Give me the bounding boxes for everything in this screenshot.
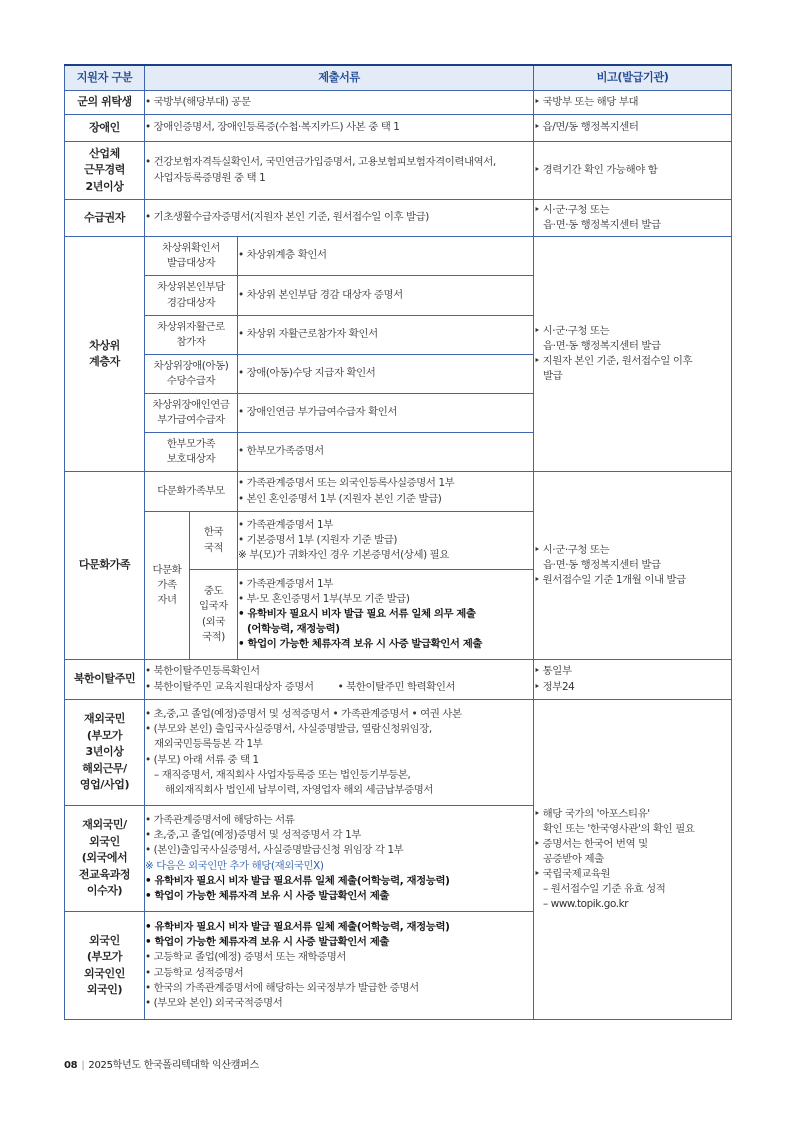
- footer-title: 2025학년도 한국폴리텍대학 익산캠퍼스: [88, 1060, 259, 1071]
- note-multicultural: ‣ 시·군·구청 또는 읍·면·동 행정복지센터 발급 ‣ 원서접수일 기준 1개월 이내 발급: [534, 472, 732, 660]
- row-multicultural-parent: [65, 472, 732, 512]
- row-industry: [65, 142, 732, 200]
- row-near-poverty: [65, 237, 732, 276]
- docs-near-poverty: • 한부모가족증명서: [238, 433, 534, 472]
- note-industry: ‣ 경력기간 확인 가능해야 함: [534, 142, 732, 200]
- docs-industry: • 건강보험자격득실확인서, 국민연금가입증명서, 고용보험피보험자격이력내역서, 사업자등록증명원 중 택 1: [145, 142, 534, 200]
- sub-near-poverty: 차상위확인서 발급대상자: [145, 237, 238, 276]
- row-defector: [65, 660, 732, 700]
- sub-near-poverty: 차상위장애(아동) 수당수급자: [145, 355, 238, 394]
- docs-near-poverty: • 차상위 자활근로참가자 확인서: [238, 316, 534, 355]
- sub-near-poverty: 차상위장애인연금 부가급여수급자: [145, 394, 238, 433]
- row-recipient: [65, 200, 732, 237]
- sub-multicultural-parent: 다문화가족부모: [145, 472, 238, 512]
- sub-near-poverty: 차상위본인부담 경감대상자: [145, 276, 238, 316]
- note-defector: ‣ 통일부 ‣ 정부24: [534, 660, 732, 700]
- docs-near-poverty: • 장애(아동)수당 지급자 확인서: [238, 355, 534, 394]
- row-disabled: [65, 115, 732, 142]
- category-foreigner: 외국인 (부모가 외국인인 외국인): [65, 912, 145, 1020]
- header-category: 지원자 구분: [65, 65, 145, 91]
- note-overseas: ‣ 해당 국가의 '아포스티유' 확인 또는 '한국영사관'의 확인 필요 ‣ 증명서는 한국어 번역 및 공증받아 제출 ‣ 국립국제교육원 – 원서접수일 기준 유효 성적 – www.topik.go.kr: [534, 700, 732, 1020]
- sub-near-poverty: 차상위자활근로 참가자: [145, 316, 238, 355]
- category-industry: 산업체 근무경력 2년이상: [65, 142, 145, 200]
- sub-near-poverty: 한부모가족 보호대상자: [145, 433, 238, 472]
- header-row: [65, 65, 732, 91]
- docs-near-poverty: • 장애인연금 부가급여수급자 확인서: [238, 394, 534, 433]
- category-disabled: 장애인: [65, 115, 145, 142]
- footer-divider: |: [81, 1060, 85, 1071]
- docs-foreign-nationality: • 가족관계증명서 1부 • 부·모 혼인증명서 1부(부모 기준 발급) • 유학비자 필요시 비자 발급 필요 서류 일체 의무 제출 (어학능력, 재정능력) • 학업이 가능한 체류자격 보유 시 사증 발급확인서 제출: [238, 570, 534, 660]
- docs-disabled: • 장애인증명서, 장애인등록증(수첩·복지카드) 사본 중 택 1: [145, 115, 534, 142]
- category-multicultural: 다문화가족: [65, 472, 145, 660]
- row-military: [65, 91, 732, 115]
- docs-defector: • 북한이탈주민등록확인서 • 북한이탈주민 교육지원대상자 증명서 • 북한이탈주민 학력확인서: [145, 660, 534, 700]
- docs-near-poverty: • 차상위계층 확인서: [238, 237, 534, 276]
- category-defector: 북한이탈주민: [65, 660, 145, 700]
- sub-multicultural-child: 다문화 가족 자녀: [145, 512, 190, 660]
- header-remarks: 비고(발급기관): [534, 65, 732, 91]
- category-overseas-parent: 재외국민 (부모가 3년이상 해외근무/ 영업/사업): [65, 700, 145, 806]
- page-number: 08: [64, 1060, 78, 1071]
- header-documents: 제출서류: [145, 65, 534, 91]
- category-military: 군의 위탁생: [65, 91, 145, 115]
- sub-korean-nationality: 한국 국적: [190, 512, 238, 570]
- docs-overseas-parent: • 초,중,고 졸업(예정)증명서 및 성적증명서 • 가족관계증명서 • 여권 사본 • (부모와 본인) 출입국사실증명서, 사실증명발급, 열람신청위임장, 재외국민등록등본 각 1부 • (부모) 아래 서류 중 택 1 – 재직증명서, 재직회사 사업자등록증 또는 법인등기부등본, 해외재직회사 법인세 납부이력, 자영업자 해외 세금납부증명서: [145, 700, 534, 806]
- note-recipient: ‣ 시·군·구청 또는 읍·면·동 행정복지센터 발급: [534, 200, 732, 237]
- category-overseas-all: 재외국민/ 외국인 (외국에서 전교육과정 이수자): [65, 806, 145, 912]
- note-military: ‣ 국방부 또는 해당 부대: [534, 91, 732, 115]
- document-table: [64, 64, 732, 1020]
- docs-near-poverty: • 차상위 본인부담 경감 대상자 증명서: [238, 276, 534, 316]
- docs-korean-nationality: • 가족관계증명서 1부 • 기본증명서 1부 (지원자 기준 발급) ※ 부(모)가 귀화자인 경우 기본증명서(상세) 필요: [238, 512, 534, 570]
- row-overseas-parent: [65, 700, 732, 806]
- docs-overseas-all: • 가족관계증명서에 해당하는 서류 • 초,중,고 졸업(예정)증명서 및 성적증명서 각 1부 • (본인)출입국사실증명서, 사실증명발급신청 위임장 각 1부 ※ 다음은 외국인만 추가 해당(재외국민X) • 유학비자 필요시 비자 발급 필요서류 일체 제출(어학능력, 재정능력) • 학업이 가능한 체류자격 보유 시 사증 발급확인서 제출: [145, 806, 534, 912]
- docs-multicultural-parent: • 가족관계증명서 또는 외국인등록사실증명서 1부 • 본인 혼인증명서 1부 (지원자 본인 기준 발급): [238, 472, 534, 512]
- sub-foreign-nationality: 중도 입국자 (외국 국적): [190, 570, 238, 660]
- docs-foreigner: • 유학비자 필요시 비자 발급 필요서류 일체 제출(어학능력, 재정능력) • 학업이 가능한 체류자격 보유 시 사증 발급확인서 제출 • 고등학교 졸업(예정) 증명서 또는 재학증명서 • 고등학교 성적증명서 • 한국의 가족관계증명서에 해당하는 외국정부가 발급한 증명서 • (부모와 본인) 외국국적증명서: [145, 912, 534, 1020]
- docs-military: • 국방부(해당부대) 공문: [145, 91, 534, 115]
- page-footer: [64, 1056, 259, 1071]
- note-disabled: ‣ 읍/면/동 행정복지센터: [534, 115, 732, 142]
- note-near-poverty: ‣ 시·군·구청 또는 읍·면·동 행정복지센터 발급 ‣ 지원자 본인 기준, 원서접수일 이후 발급: [534, 237, 732, 472]
- category-near-poverty: 차상위 계층자: [65, 237, 145, 472]
- docs-recipient: • 기초생활수급자증명서(지원자 본인 기준, 원서접수일 이후 발급): [145, 200, 534, 237]
- category-recipient: 수급권자: [65, 200, 145, 237]
